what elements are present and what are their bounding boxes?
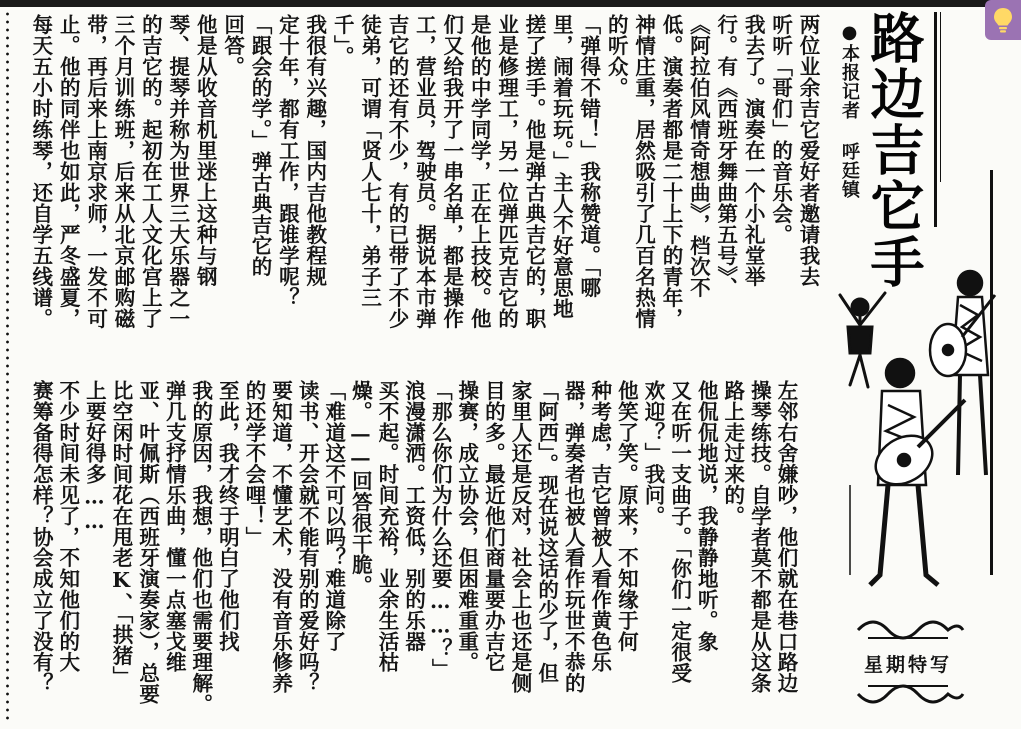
text-column: 行。有《西班牙舞曲第五号》、: [713, 14, 738, 298]
text-column: 两位业余吉它爱好者邀请我去: [796, 14, 820, 287]
dancing-figure: [840, 293, 885, 387]
text-column: 「难道这不可以吗？难道除了: [321, 380, 346, 652]
byline: ●本报记者 呼廷镇: [839, 22, 860, 199]
text-column: 「阿西」。现在说这话的少了，但: [534, 380, 559, 684]
text-column: 三个月训练班，后来从北京邮购磁: [111, 14, 135, 329]
seated-guitarist: [850, 359, 965, 585]
text-column: 低。演奏者都是二十上下的青年，: [659, 14, 683, 329]
text-column: 种考虑，吉它曾被人看作黄色乐: [587, 380, 612, 673]
text-column: 工，营业员，驾驶员。据说本市弹: [412, 14, 437, 329]
text-column: 我去了。演奏在一个小礼堂举: [741, 14, 766, 287]
text-column: 路上走过来的。: [720, 380, 745, 527]
text-column: 的听众。: [604, 14, 629, 98]
text-column: 操琴练技。自学者莫不都是从这条: [747, 380, 772, 694]
text-column: 不少时间未见了，不知他们的大: [55, 380, 80, 673]
text-column: 琴、提琴并称为世界三大乐器之一: [165, 14, 190, 329]
dotted-border: [6, 10, 9, 722]
text-column: 弹几支抒情乐曲，懂一点塞戈维: [162, 380, 187, 673]
text-column: 回答。: [220, 14, 245, 77]
lightbulb-button[interactable]: [985, 0, 1021, 40]
text-column: 「跟会的学。」弹古典吉它的: [248, 14, 272, 277]
text-column: 每天五小时练琴，还自学五线谱。: [28, 14, 53, 329]
guitar-players-illustration: [830, 255, 1000, 595]
text-column: 操赛，成立协会，但困难重重。: [454, 380, 479, 673]
text-column: 我的原因，我想，他们也需要理解。: [188, 380, 213, 715]
text-column: 的吉它的。起初在工人文化宫上了: [138, 14, 163, 329]
standing-guitarist: [930, 271, 995, 475]
text-column: 我很有兴趣，国内吉他教程规: [302, 14, 327, 287]
text-column: 家里人还是反对，社会上也还是侧: [508, 380, 532, 694]
text-column: 目的多。最近他们商量要办吉它: [481, 380, 506, 673]
text-column: 又在听一支曲子。「你们一定很受: [667, 380, 692, 684]
text-column: 「那么你们为什么还要……？」: [428, 380, 453, 680]
text-column: 左邻右舍嫌吵，他们就在巷口路边: [774, 380, 798, 694]
text-column: 要知道，不懂艺术，没有音乐修养: [268, 380, 293, 694]
text-column: 搓了搓手。他是弹古典吉它的，职: [522, 14, 546, 329]
text-column: 们又给我开了一串名单，都是操作: [439, 14, 464, 329]
text-column: 听听「哥们」的音乐会。: [768, 14, 793, 245]
text-column: 亚、叶佩斯（西班牙演奏家），总要: [135, 380, 160, 705]
text-column: 他笑了笑。原来，不知缘于何: [614, 380, 639, 652]
text-column: 徒弟，可谓「贤人七十，弟子三: [357, 14, 382, 308]
text-column: 千」。: [330, 14, 355, 67]
text-column: 燥。——回答很干脆。: [348, 380, 373, 596]
text-column: 他是从收音机里迷上这种与钢: [193, 14, 218, 287]
text-column: 至此，我才终于明白了他们找: [215, 380, 240, 652]
text-column: 业是修理工，另一位弹匹克吉它的: [494, 14, 519, 329]
text-column: 止。他的同伴也如此，严冬盛夏，: [56, 14, 81, 329]
text-column: 他侃侃地说，我静静地听。象: [694, 380, 719, 652]
text-column: 是他的中学同学，正在上技校。他: [467, 14, 492, 329]
lightbulb-icon: [992, 6, 1014, 34]
top-rule: [0, 0, 1021, 7]
headline: 路边吉它手: [862, 10, 925, 290]
text-column: 的还学不会哩！」: [242, 380, 266, 548]
headline-rule-thin: [940, 12, 941, 182]
text-column: 读书、开会就不能有别的爱好吗？: [295, 380, 320, 694]
text-column: 浪漫潇洒。工资低，别的乐器: [401, 380, 426, 652]
text-column: 神情庄重，居然吸引了几百名热情: [631, 14, 656, 329]
text-column: 吉它的还有不少，有的已带了不少: [385, 14, 409, 329]
text-column: 赛筹备得怎样？协会成立了没有？: [29, 380, 54, 694]
text-column: 里，闹着玩玩。」主人不好意思地: [549, 14, 574, 319]
text-column: 器，弹奏者也被人看作玩世不恭的: [561, 380, 586, 694]
text-column: 买不起。时间充裕，业余生活枯: [375, 380, 399, 673]
text-column: 「弹得不错！」我称赞道。「哪: [576, 14, 601, 298]
text-column: 欢迎？」我问。: [641, 380, 665, 527]
text-column: 带，再后来上南京求师，一发不可: [83, 14, 108, 329]
text-column: 上要好得多……: [82, 380, 107, 534]
column-label-text: 星期特写: [863, 654, 952, 676]
text-column: 定十年，都有工作，跟谁学呢？: [275, 14, 300, 308]
column-label: [848, 612, 968, 712]
text-column: 比空闲时间花在甩老K、「拱猪」: [109, 380, 133, 687]
headline-rule: [934, 12, 937, 227]
text-column: 《阿拉伯风情奇想曲》，档次不: [686, 14, 711, 298]
